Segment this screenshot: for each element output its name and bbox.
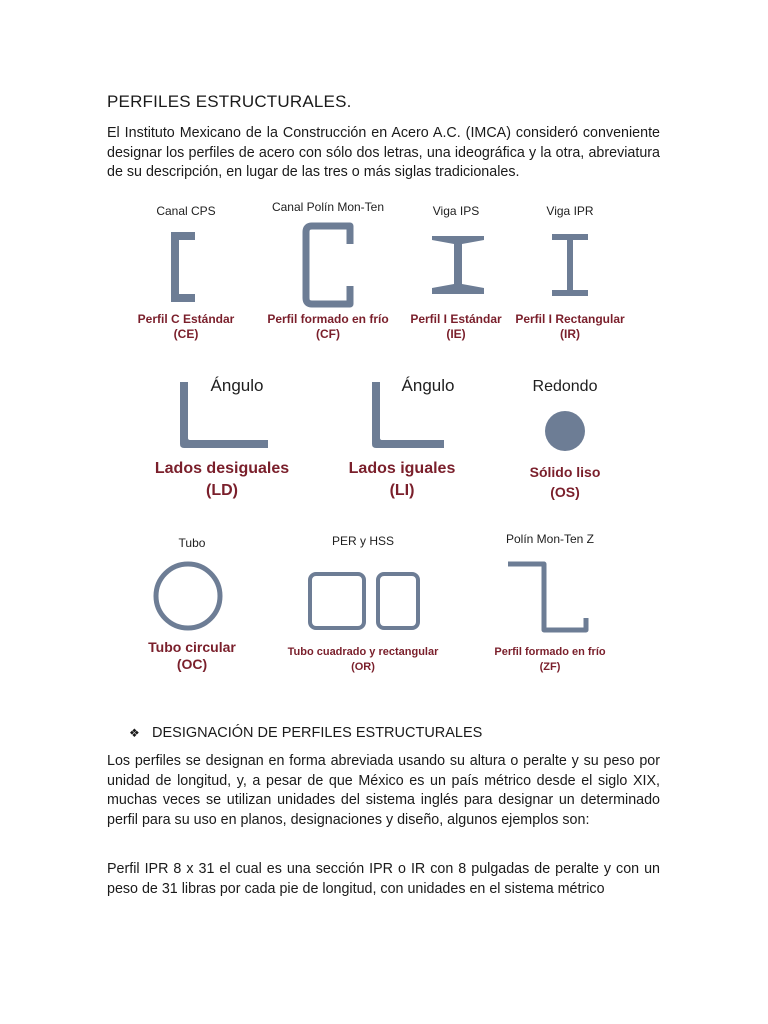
profile-top-label: Canal CPS [156,204,216,218]
profile-name: Perfil C Estándar [137,312,235,326]
channel-c-icon [165,230,207,306]
profile-code: (LD) [206,482,238,499]
profile-name: Tubo circular [148,639,236,655]
cold-formed-c-icon [298,220,358,310]
square-rect-tube-icon [304,570,424,634]
section-heading-text: DESIGNACIÓN DE PERFILES ESTRUCTURALES [152,725,483,741]
angle-unequal-icon [172,378,272,454]
profile-name: Tubo cuadrado y rectangular [287,646,439,658]
z-profile-icon [502,558,594,636]
solid-round-icon [540,406,590,456]
profile-code: (IE) [446,327,466,341]
circular-tube-icon [150,558,226,634]
profile-name: Sólido liso [529,464,601,480]
profile-code: (OC) [176,656,208,672]
profiles-figure [110,190,650,690]
diamond-bullet-icon: ❖ [129,726,140,740]
profile-top-label: Viga IPR [546,204,594,218]
profile-name: Perfil formado en frío [494,646,606,658]
profile-code: (CF) [316,327,340,341]
profile-top-label: Tubo [178,536,206,550]
profile-name: Lados desiguales [154,460,290,477]
profile-top-label: Redondo [532,378,598,395]
profile-code: (CE) [173,327,199,341]
profile-name: Perfil I Rectangular [515,312,625,326]
profile-code: (OS) [550,484,580,500]
profile-top-label: Ángulo [401,376,455,395]
designation-paragraph: Los perfiles se designan en forma abreviada usando su altura o peralte y su peso por unidad de longitud, y, a pesar de que México es un país métrico desde el siglo XIX, muchas veces se utilizan unidades del sistema inglés para designar un determinado perfil para su uso en planos, designaciones y diseño, algunos ejemplos son: [107,753,660,828]
section-heading [129,725,482,741]
profile-code: (LI) [389,482,415,499]
example-paragraph: Perfil IPR 8 x 31 el cual es una sección IPR o IR con 8 pulgadas de peralte y con un peso de 31 libras por cada pie de longitud, con unidades en el sistema métrico [107,861,660,897]
intro-paragraph: El Instituto Mexicano de la Construcción en Acero A.C. (IMCA) consideró conveniente designar los perfiles de acero con sólo dos letras, una ideográfica y la otra, abreviatura de su descripción, en lugar de las tres o más siglas tradicionales. [107,125,660,180]
profile-top-label: Ángulo [210,376,264,395]
page-title: PERFILES ESTRUCTURALES. [107,92,352,111]
profile-name: Lados iguales [348,460,456,477]
profile-name: Perfil I Estándar [410,312,502,326]
profile-code: (ZF) [539,661,561,673]
profile-top-label: PER y HSS [331,534,395,548]
profile-top-label: Viga IPS [432,204,480,218]
profile-top-label: Polín Mon-Ten Z [505,532,595,546]
profile-top-label: Canal Polín Mon-Ten [271,200,385,214]
angle-equal-icon [364,378,448,454]
profile-code: (OR) [351,661,375,673]
profile-code: (IR) [560,327,580,341]
i-beam-rectangular-icon [548,230,592,300]
i-beam-standard-icon [426,230,490,300]
profile-name: Perfil formado en frío [267,312,389,326]
